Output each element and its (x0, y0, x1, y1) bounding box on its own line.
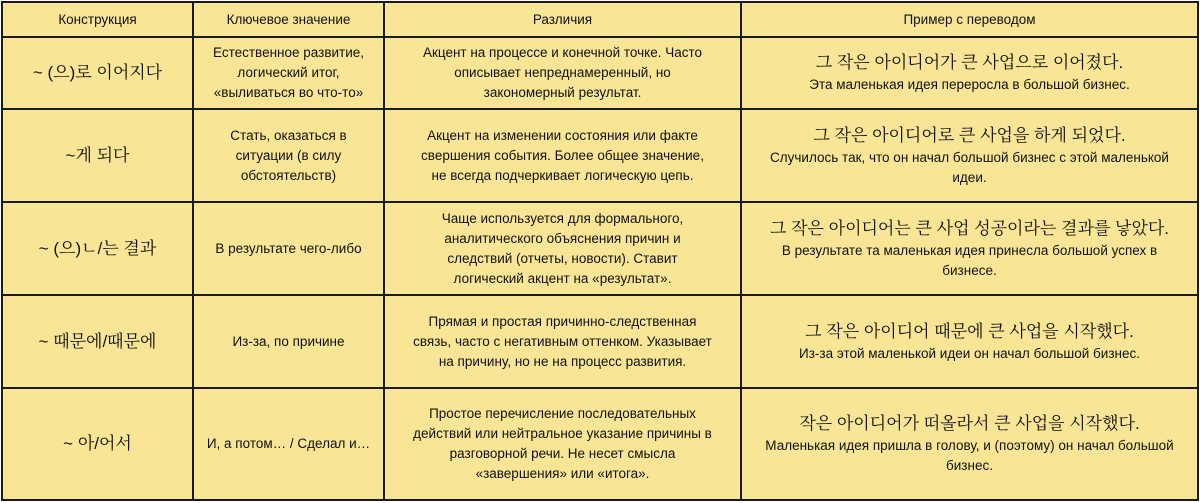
example-translation: Эта маленькая идея переросла в большой бизнес. (809, 77, 1130, 92)
difference-cell: Акцент на изменении состояния или факте свершения события. Более общее значение, не всегда подчеркивает логическую цепь. (384, 109, 741, 202)
example-korean: 그 작은 아이디어 때문에 큰 사업을 시작했다. (805, 321, 1134, 341)
header-differences: Различия (384, 2, 741, 37)
header-meaning: Ключевое значение (193, 2, 384, 37)
example-translation: Маленькая идея пришла в голову, и (поэтому) он начал большой бизнес. (765, 438, 1174, 473)
construction-cell: ~게 되다 (2, 109, 193, 202)
difference-cell: Чаще используется для формального, аналитического объяснения причин и следствий (отчеты, новости). Ставит логический акцент на «результат». (384, 202, 741, 295)
meaning-cell: Естественное развитие, логический итог, «выливаться во что-то» (193, 37, 384, 109)
construction-cell: ~ 때문에/때문에 (2, 295, 193, 388)
example-cell (741, 109, 1198, 202)
difference-cell: Акцент на процессе и конечной точке. Часто описывает непреднамеренный, но закономерный результат. (384, 37, 741, 109)
example-cell (741, 295, 1198, 388)
example-korean: 그 작은 아이디어는 큰 사업 성공이라는 결과를 낳았다. (769, 218, 1170, 238)
example-korean: 그 작은 아이디어로 큰 사업을 하게 되었다. (813, 125, 1126, 145)
table-row (2, 37, 1198, 109)
construction-cell: ~ (으)ㄴ/는 결과 (2, 202, 193, 295)
header-example: Пример с переводом (741, 2, 1198, 37)
difference-cell: Прямая и простая причинно-следственная связь, часто с негативным оттенком. Указывает на причину, но не на процесс развития. (384, 295, 741, 388)
example-korean: 작은 아이디어가 떠올라서 큰 사업을 시작했다. (799, 414, 1140, 433)
header-row (2, 2, 1198, 37)
example-translation: Из-за этой маленькой идеи он начал большой бизнес. (799, 345, 1140, 361)
table-row (2, 295, 1198, 388)
example-translation: Случилось так, что он начал большой бизнес с этой маленькой идеи. (770, 149, 1169, 185)
example-korean: 그 작은 아이디어가 큰 사업으로 이어졌다. (815, 53, 1124, 72)
construction-cell: ~ 아/어서 (2, 388, 193, 500)
meaning-cell: Стать, оказаться в ситуации (в силу обстоятельств) (193, 109, 384, 202)
table-row (2, 202, 1198, 295)
example-translation: В результате та маленькая идея принесла большой успех в бизнесе. (781, 242, 1158, 278)
table-row (2, 109, 1198, 202)
example-cell (741, 388, 1198, 500)
example-cell (741, 37, 1198, 109)
header-construction: Конструкция (2, 2, 193, 37)
difference-cell: Простое перечисление последовательных действий или нейтральное указание причины в разговорной речи. Не несет смысла «завершения» или «итога». (384, 388, 741, 500)
meaning-cell: В результате чего-либо (193, 202, 384, 295)
construction-cell: ~ (으)로 이어지다 (2, 37, 193, 109)
comparison-table (1, 1, 1199, 501)
meaning-cell: Из-за, по причине (193, 295, 384, 388)
table-row (2, 388, 1198, 500)
meaning-cell: И, а потом… / Сделал и… (193, 388, 384, 500)
example-cell (741, 202, 1198, 295)
